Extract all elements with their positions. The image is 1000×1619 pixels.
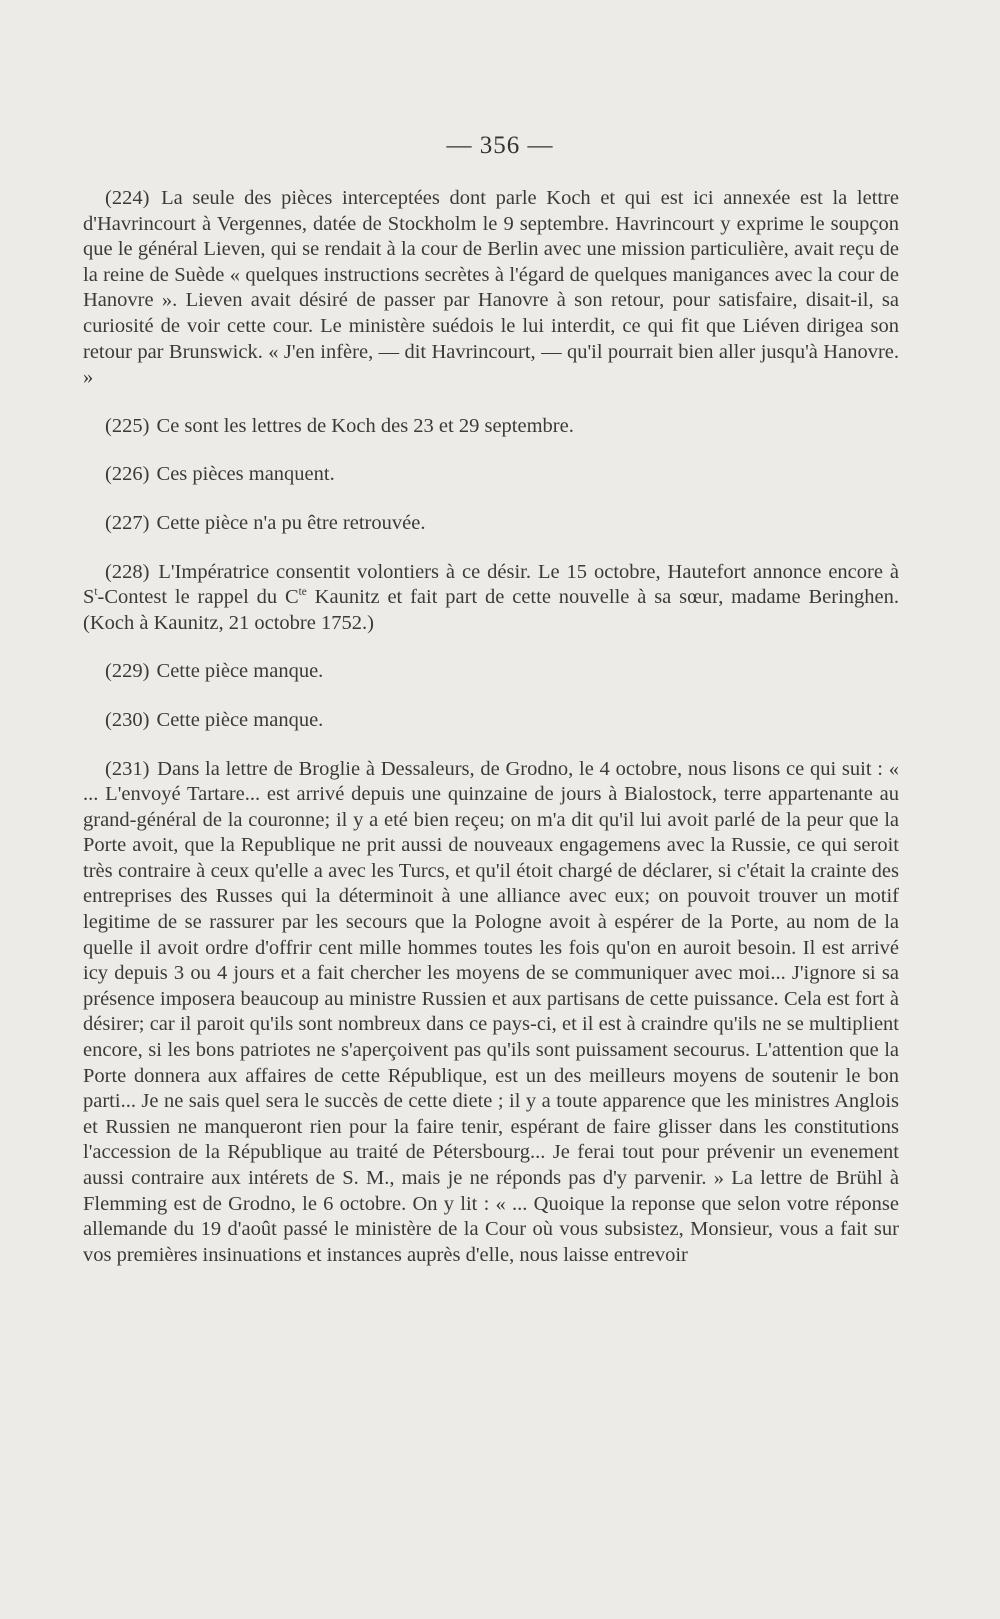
note-225 bbox=[83, 414, 899, 440]
note-text: La seule des pièces interceptées dont parle Koch et qui est ici annexée est la lettre d'Havrincourt à Vergennes, datée de Stockholm le 9 septembre. Havrincourt y exprime le soupçon que le général Lieven, qui se rendait à la cour de Berlin avec une mission particulière, avait reçu de la reine de Suède « quelques instructions secrètes à l'égard de quelques manigances avec la cour de Hanovre ». Lieven avait désiré de passer par Hanovre à son retour, pour satisfaire, disait-il, sa curiosité de voir cette cour. Le ministère suédois le lui interdit, ce qui fit que Liéven dirigea son retour par Brunswick. « J'en infère, — dit Havrincourt, — qu'il pourrait bien aller jusqu'à Hanovre. » bbox=[83, 187, 900, 389]
note-paragraph bbox=[83, 511, 899, 537]
note-paragraph bbox=[83, 462, 899, 488]
note-text: Cette pièce n'a pu être retrouvée. bbox=[156, 511, 426, 534]
note-number: (225) bbox=[105, 414, 150, 437]
note-number: (228) bbox=[105, 560, 150, 583]
note-226 bbox=[83, 462, 899, 488]
note-text: Cette pièce manque. bbox=[156, 660, 324, 683]
note-number: (231) bbox=[105, 757, 150, 780]
note-text-part: Kaunitz et fait part de cette nouvelle à sa sœur, madame Beringhen. (Koch à Kaunitz, 21 octobre 1752.) bbox=[83, 586, 900, 634]
page-number: — 356 — bbox=[446, 132, 554, 159]
note-number: (230) bbox=[105, 708, 150, 731]
note-paragraph bbox=[83, 414, 899, 440]
superscript: t bbox=[94, 586, 98, 599]
note-paragraph bbox=[83, 708, 899, 734]
note-number: (229) bbox=[105, 660, 150, 683]
note-229 bbox=[83, 659, 899, 685]
note-paragraph bbox=[83, 560, 899, 637]
note-230 bbox=[83, 708, 899, 734]
note-paragraph bbox=[83, 757, 899, 1269]
superscript: te bbox=[298, 586, 307, 599]
note-224 bbox=[83, 186, 899, 391]
note-text: Ces pièces manquent. bbox=[156, 463, 335, 486]
note-text-part: L'Impératrice consentit volontiers à ce désir. Le 15 octobre, Hautefort annonce encore à S bbox=[83, 560, 900, 609]
note-227 bbox=[83, 511, 899, 537]
note-paragraph bbox=[83, 659, 899, 685]
note-text: Ce sont les lettres de Koch des 23 et 29 septembre. bbox=[156, 414, 574, 437]
note-231 bbox=[83, 757, 899, 1269]
note-228 bbox=[83, 560, 899, 637]
footnotes-section bbox=[83, 186, 899, 1291]
note-text: Dans la lettre de Broglie à Dessaleurs, de Grodno, le 4 octobre, nous lisons ce qui suit : « ... L'envoyé Tartare... est arrivé depuis une quinzaine de jours à Bialostock, terre appartenante au grand-général de la couronne; il y a eté bien reçeu; on m'a dit qu'il lui avoit parlé de la peur que la Porte avoit, que la Republique ne prit aussi de nouveaux engagemens avec la Russie, ce qui seroit très contraire à ceux qu'elle a avec les Turcs, et qu'il étoit chargé de déclarer, si c'était la crainte des entreprises des Russes qui la déterminoit à une alliance avec eux; on pouvoit trouver un motif legitime de se rassurer par les secours que la Pologne avoit à espérer de la Porte, au nom de la quelle il avoit ordre d'offrir cent mille hommes toutes les fois qu'on en auroit besoin. Il est arrivé icy depuis 3 ou 4 jours et a fait chercher les moyens de se communiquer avec moi... J'ignore si sa présence imposera beaucoup au ministre Russien et aux partisans de cette puissance. Cela est fort à désirer; car il paroit qu'ils sont nombreux dans ce pays-ci, et il est à craindre qu'ils ne se multiplient encore, si les bons patriotes ne s'aperçoivent pas qu'ils sont puissament secourus. L'attention que la Porte donnera aux affaires de cette République, est un des meilleurs moyens de soutenir le bon parti... Je ne sais quel sera le succès de cette diete ; il y a toute apparence que les ministres Anglois et Russien ne manqueront rien pour la faire tenir, espérant de faire glisser dans les constitutions l'accession de la République au traité de Pétersbourg... Je ferai tout pour prévenir un evenement aussi contraire aux intérets de S. M., mais je ne réponds pas d'y parvenir. » La lettre de Brühl à Flemming est de Grodno, le 6 octobre. On y lit : « ... Quoique la reponse que selon votre réponse allemande du 19 d'août passé le ministère de la Cour où vous subsistez, Monsieur, vous a fait sur vos premières insinuations et instances auprès d'elle, nous laisse entrevoir bbox=[83, 757, 900, 1266]
note-text-part: -Contest le rappel du C bbox=[97, 586, 299, 609]
note-paragraph bbox=[83, 186, 899, 391]
note-text: Cette pièce manque. bbox=[156, 708, 324, 731]
note-number: (226) bbox=[105, 463, 150, 486]
note-number: (224) bbox=[105, 187, 150, 209]
note-number: (227) bbox=[105, 511, 150, 534]
